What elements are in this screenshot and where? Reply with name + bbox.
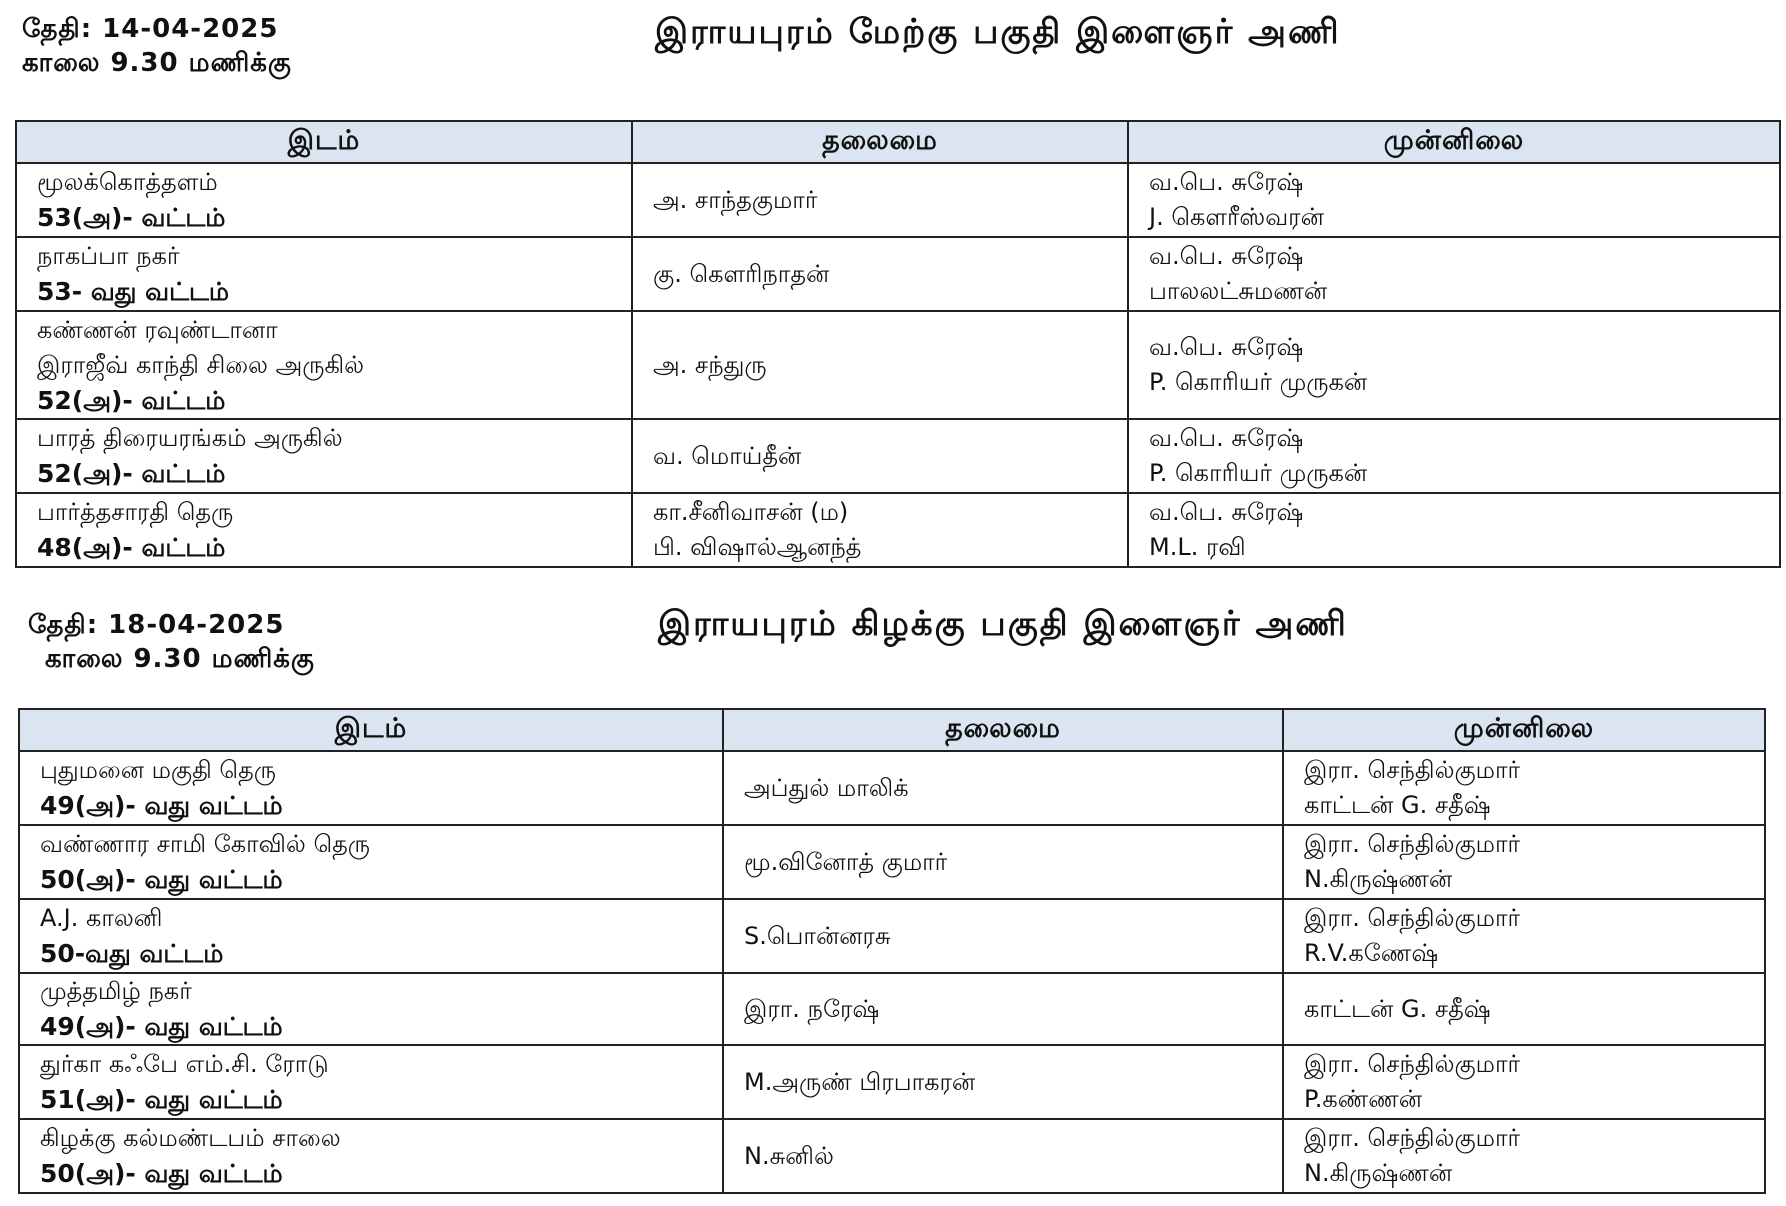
presence-name: பாலலட்சுமணன் [1149, 277, 1328, 305]
place-cell [19, 751, 723, 825]
table-row [16, 237, 1780, 311]
presence-cell [1128, 237, 1780, 311]
place-cell [16, 493, 632, 567]
section-time: காலை 9.30 மணிக்கு [45, 644, 315, 674]
table-row [16, 311, 1780, 419]
presence-cell [1283, 1119, 1765, 1193]
place-name: முத்தமிழ் நகர் [40, 977, 192, 1005]
presence-name: N.கிருஷ்ணன் [1304, 865, 1453, 893]
presence-name: இரா. செந்தில்குமார் [1304, 904, 1521, 932]
presence-name: வ.பெ. சுரேஷ் [1149, 168, 1304, 196]
presence-name: P.கண்ணன் [1304, 1085, 1423, 1113]
ward-label: 49(அ)- வது வட்டம் [40, 1012, 283, 1041]
place-name: துர்கா கஃபே எம்.சி. ரோடு [40, 1050, 329, 1078]
presence-cell [1128, 419, 1780, 493]
presence-cell [1128, 493, 1780, 567]
leader-name: அ. சந்துரு [653, 350, 767, 379]
presence-cell [1283, 751, 1765, 825]
ward-label: 50(அ)- வது வட்டம் [40, 865, 283, 894]
leader-cell [632, 311, 1128, 419]
leader-name: S.பொன்னரசு [744, 921, 891, 950]
place-name: புதுமனை மகுதி தெரு [40, 756, 276, 784]
leader-cell [723, 1045, 1283, 1119]
presence-cell [1283, 825, 1765, 899]
section-date: தேதி: 18-04-2025 [28, 610, 285, 640]
leader-name: அப்துல் மாலிக் [744, 773, 909, 802]
presence-name: P. கொரியர் முருகன் [1149, 459, 1368, 487]
ward-label: 50(அ)- வது வட்டம் [40, 1159, 283, 1188]
presence-name: வ.பெ. சுரேஷ் [1149, 242, 1304, 270]
place-name: A.J. காலனி [40, 904, 163, 932]
leader-cell [723, 899, 1283, 973]
section-date: தேதி: 14-04-2025 [22, 14, 279, 44]
leader-name: வ. மொய்தீன் [653, 441, 802, 470]
place-cell [19, 1045, 723, 1119]
presence-name: இரா. செந்தில்குமார் [1304, 1050, 1521, 1078]
table-row [19, 973, 1765, 1045]
leader-name: M.அருண் பிரபாகரன் [744, 1067, 976, 1096]
place-cell [19, 899, 723, 973]
ward-label: 52(அ)- வட்டம் [37, 385, 226, 415]
schedule-section-east [0, 590, 1786, 1200]
table-header-row [19, 709, 1765, 751]
presence-name: J. கௌரீஸ்வரன் [1149, 203, 1324, 231]
leader-name: கு. கௌரிநாதன் [653, 259, 830, 288]
col-header-leader: தலைமை [723, 709, 1283, 751]
leader-name: பி. விஷால்ஆனந்த் [653, 533, 862, 561]
place-cell [16, 311, 632, 419]
col-header-place: இடம் [19, 709, 723, 751]
presence-name: P. கொரியர் முருகன் [1149, 368, 1368, 396]
place-name: மூலக்கொத்தளம் [37, 168, 218, 196]
section-title: இராயபுரம் மேற்கு பகுதி இளைஞர் அணி [655, 12, 1341, 52]
place-name: வண்ணார சாமி கோவில் தெரு [40, 830, 371, 858]
leader-name: இரா. நரேஷ் [744, 994, 880, 1023]
leader-cell [632, 493, 1128, 567]
presence-cell [1128, 163, 1780, 237]
leader-cell [632, 163, 1128, 237]
col-header-presence: முன்னிலை [1128, 121, 1780, 163]
table-row [16, 419, 1780, 493]
presence-name: N.கிருஷ்ணன் [1304, 1159, 1453, 1187]
ward-label: 53(அ)- வட்டம் [37, 203, 226, 232]
presence-name: இரா. செந்தில்குமார் [1304, 830, 1521, 858]
place-name: கண்ணன் ரவுண்டானா [37, 315, 278, 344]
table-row [19, 751, 1765, 825]
presence-name: காட்டன் G. சதீஷ் [1304, 791, 1491, 819]
leader-cell [723, 1119, 1283, 1193]
presence-name: இரா. செந்தில்குமார் [1304, 756, 1521, 784]
col-header-leader: தலைமை [632, 121, 1128, 163]
ward-label: 53- வது வட்டம் [37, 277, 230, 306]
presence-name: வ.பெ. சுரேஷ் [1149, 498, 1304, 526]
place-name: இராஜீவ் காந்தி சிலை அருகில் [37, 350, 365, 379]
presence-name: M.L. ரவி [1149, 533, 1246, 561]
leader-name: அ. சாந்தகுமார் [653, 185, 818, 214]
section-title: இராயபுரம் கிழக்கு பகுதி இளைஞர் அணி [658, 604, 1348, 644]
place-name: கிழக்கு கல்மண்டபம் சாலை [40, 1124, 341, 1152]
place-name: நாகப்பா நகர் [37, 242, 180, 270]
presence-name: காட்டன் G. சதீஷ் [1304, 994, 1491, 1023]
col-header-presence: முன்னிலை [1283, 709, 1765, 751]
schedule-table [18, 708, 1766, 1194]
place-name: பாரத் திரையரங்கம் அருகில் [37, 424, 343, 452]
ward-label: 48(அ)- வட்டம் [37, 533, 226, 562]
table-row [19, 1119, 1765, 1193]
presence-cell [1283, 973, 1765, 1045]
ward-label: 52(அ)- வட்டம் [37, 459, 226, 488]
leader-cell [723, 973, 1283, 1045]
presence-cell [1283, 1045, 1765, 1119]
table-row [16, 493, 1780, 567]
leader-cell [632, 237, 1128, 311]
place-name: பார்த்தசாரதி தெரு [37, 498, 234, 526]
presence-cell [1283, 899, 1765, 973]
leader-cell [723, 751, 1283, 825]
place-cell [19, 1119, 723, 1193]
ward-label: 50-வது வட்டம் [40, 939, 224, 968]
place-cell [16, 163, 632, 237]
table-row [16, 163, 1780, 237]
place-cell [16, 237, 632, 311]
ward-label: 49(அ)- வது வட்டம் [40, 791, 283, 820]
leader-cell [632, 419, 1128, 493]
table-row [19, 1045, 1765, 1119]
section-time: காலை 9.30 மணிக்கு [22, 48, 292, 78]
table-header-row [16, 121, 1780, 163]
schedule-section-west [0, 0, 1786, 580]
table-row [19, 899, 1765, 973]
presence-cell [1128, 311, 1780, 419]
presence-name: வ.பெ. சுரேஷ் [1149, 424, 1304, 452]
leader-cell [723, 825, 1283, 899]
place-cell [16, 419, 632, 493]
table-row [19, 825, 1765, 899]
place-cell [19, 825, 723, 899]
leader-name: N.சுனில் [744, 1141, 834, 1170]
place-cell [19, 973, 723, 1045]
schedule-table [15, 120, 1781, 568]
presence-name: வ.பெ. சுரேஷ் [1149, 333, 1304, 361]
col-header-place: இடம் [16, 121, 632, 163]
leader-name: கா.சீனிவாசன் (ம) [653, 498, 849, 526]
leader-name: மூ.வினோத் குமார் [744, 847, 948, 876]
presence-name: R.V.கணேஷ் [1304, 939, 1439, 967]
presence-name: இரா. செந்தில்குமார் [1304, 1124, 1521, 1152]
ward-label: 51(அ)- வது வட்டம் [40, 1085, 283, 1114]
